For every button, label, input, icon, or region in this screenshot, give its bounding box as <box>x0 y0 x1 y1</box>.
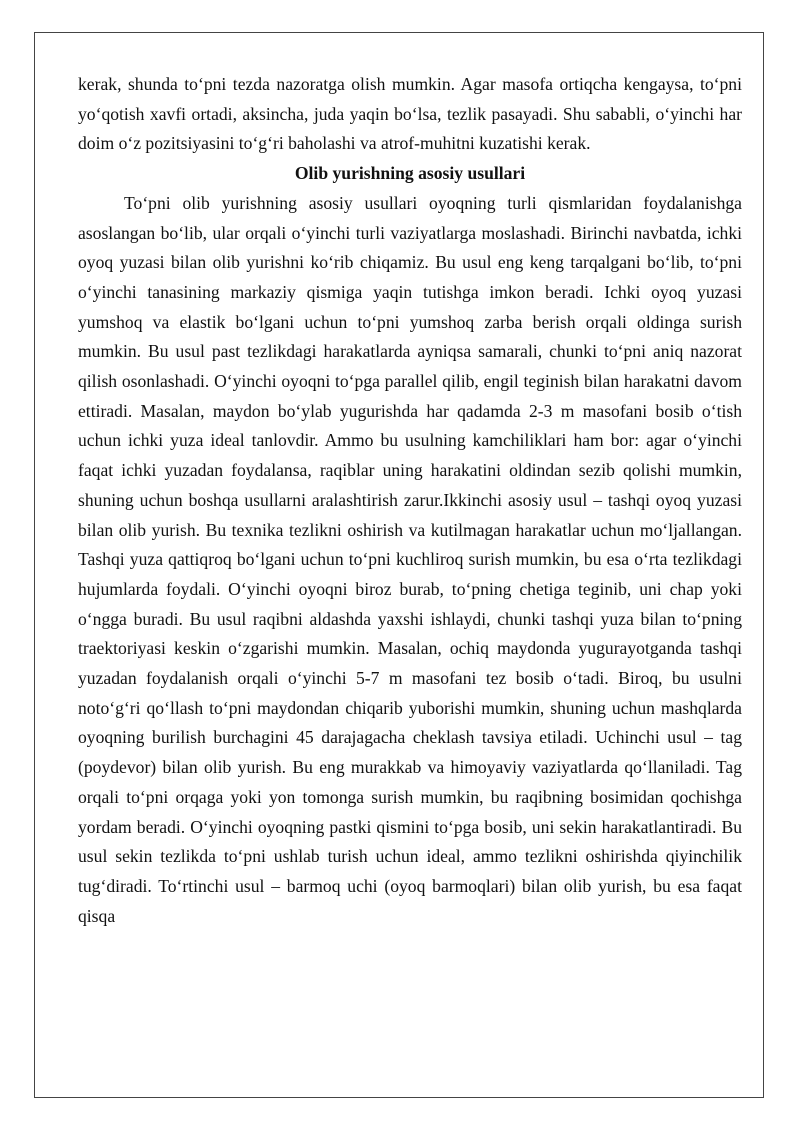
intro-paragraph: kerak, shunda to‘pni tezda nazoratga olish mumkin. Agar masofa ortiqcha kengaysa, to‘pni yo‘qotish xavfi ortadi, aksincha, juda yaqin bo‘lsa, tezlik pasayadi. Shu sababli, o‘yinchi har doim o‘z pozitsiyasini to‘g‘ri baholashi va atrof-muhitni kuzatishi kerak. <box>78 74 742 154</box>
section-heading: Olib yurishning asosiy usullari <box>294 163 526 184</box>
document-body <box>78 70 742 931</box>
main-paragraph: To‘pni olib yurishning asosiy usullari oyoqning turli qismlaridan foydalanishga asoslangan bo‘lib, ular orqali o‘yinchi turli vaziyatlarga moslashadi. Birinchi navbatda, ichki oyoq yuzasi bilan olib yurishni ko‘rib chiqamiz. Bu usul eng keng tarqalgani bo‘lib, to‘pni o‘yinchi tanasining markaziy qismiga yaqin tutishga imkon beradi. Ichki oyoq yuzasi yumshoq va elastik bo‘lgani uchun to‘pni yumshoq zarba berish orqali oldinga surish mumkin. Bu usul past tezlikdagi harakatlarda ayniqsa samarali, chunki to‘pni aniq nazorat qilish osonlashadi. O‘yinchi oyoqni to‘pga parallel qilib, engil teginish bilan harakatni davom ettiradi. Masalan, maydon bo‘ylab yugurishda har qadamda 2-3 m masofani bosib o‘tish uchun ichki yuza ideal tanlovdir. Ammo bu usulning kamchiliklari ham bor: agar o‘yinchi faqat ichki yuzadan foydalansa, raqiblar uning harakatini oldindan sezib qolishi mumkin, shuning uchun boshqa usullarni aralashtirish zarur.Ikkinchi asosiy usul – tashqi oyoq yuzasi bilan olib yurish. Bu texnika tezlikni oshirish va kutilmagan harakatlar uchun mo‘ljallangan. Tashqi yuza qattiqroq bo‘lgani uchun to‘pni kuchliroq surish mumkin, bu esa o‘rta tezlikdagi hujumlarda foydali. O‘yinchi oyoqni biroz burab, to‘pning chetiga teginib, uni chap yoki o‘ngga buradi. Bu usul raqibni aldashda yaxshi ishlaydi, chunki tashqi yuza bilan to‘pning traektoriyasi keskin o‘zgarishi mumkin. Masalan, ochiq maydonda yugurayotganda tashqi yuzadan foydalanish orqali o‘yinchi 5-7 m masofani tez bosib o‘tadi. Biroq, bu usulni noto‘g‘ri qo‘llash to‘pni maydondan chiqarib yuborishi mumkin, shuning uchun mashqlarda oyoqning burilish burchagini 45 darajagacha cheklash tavsiya etiladi. Uchinchi usul – tag (poydevor) bilan olib yurish. Bu eng murakkab va himoyaviy vaziyatlarda qo‘llaniladi. Tag orqali to‘pni orqaga yoki yon tomonga surish mumkin, bu raqibning bosimidan qochishga yordam beradi. O‘yinchi oyoqning pastki qismini to‘pga bosib, uni sekin harakatlantiradi. Bu usul sekin tezlikda to‘pni ushlab turish uchun ideal, ammo tezlikni oshirishda qiyinchilik tug‘diradi. To‘rtinchi usul – barmoq uchi (oyoq barmoqlari) bilan olib yurish, bu esa faqat qisqa <box>78 192 742 926</box>
